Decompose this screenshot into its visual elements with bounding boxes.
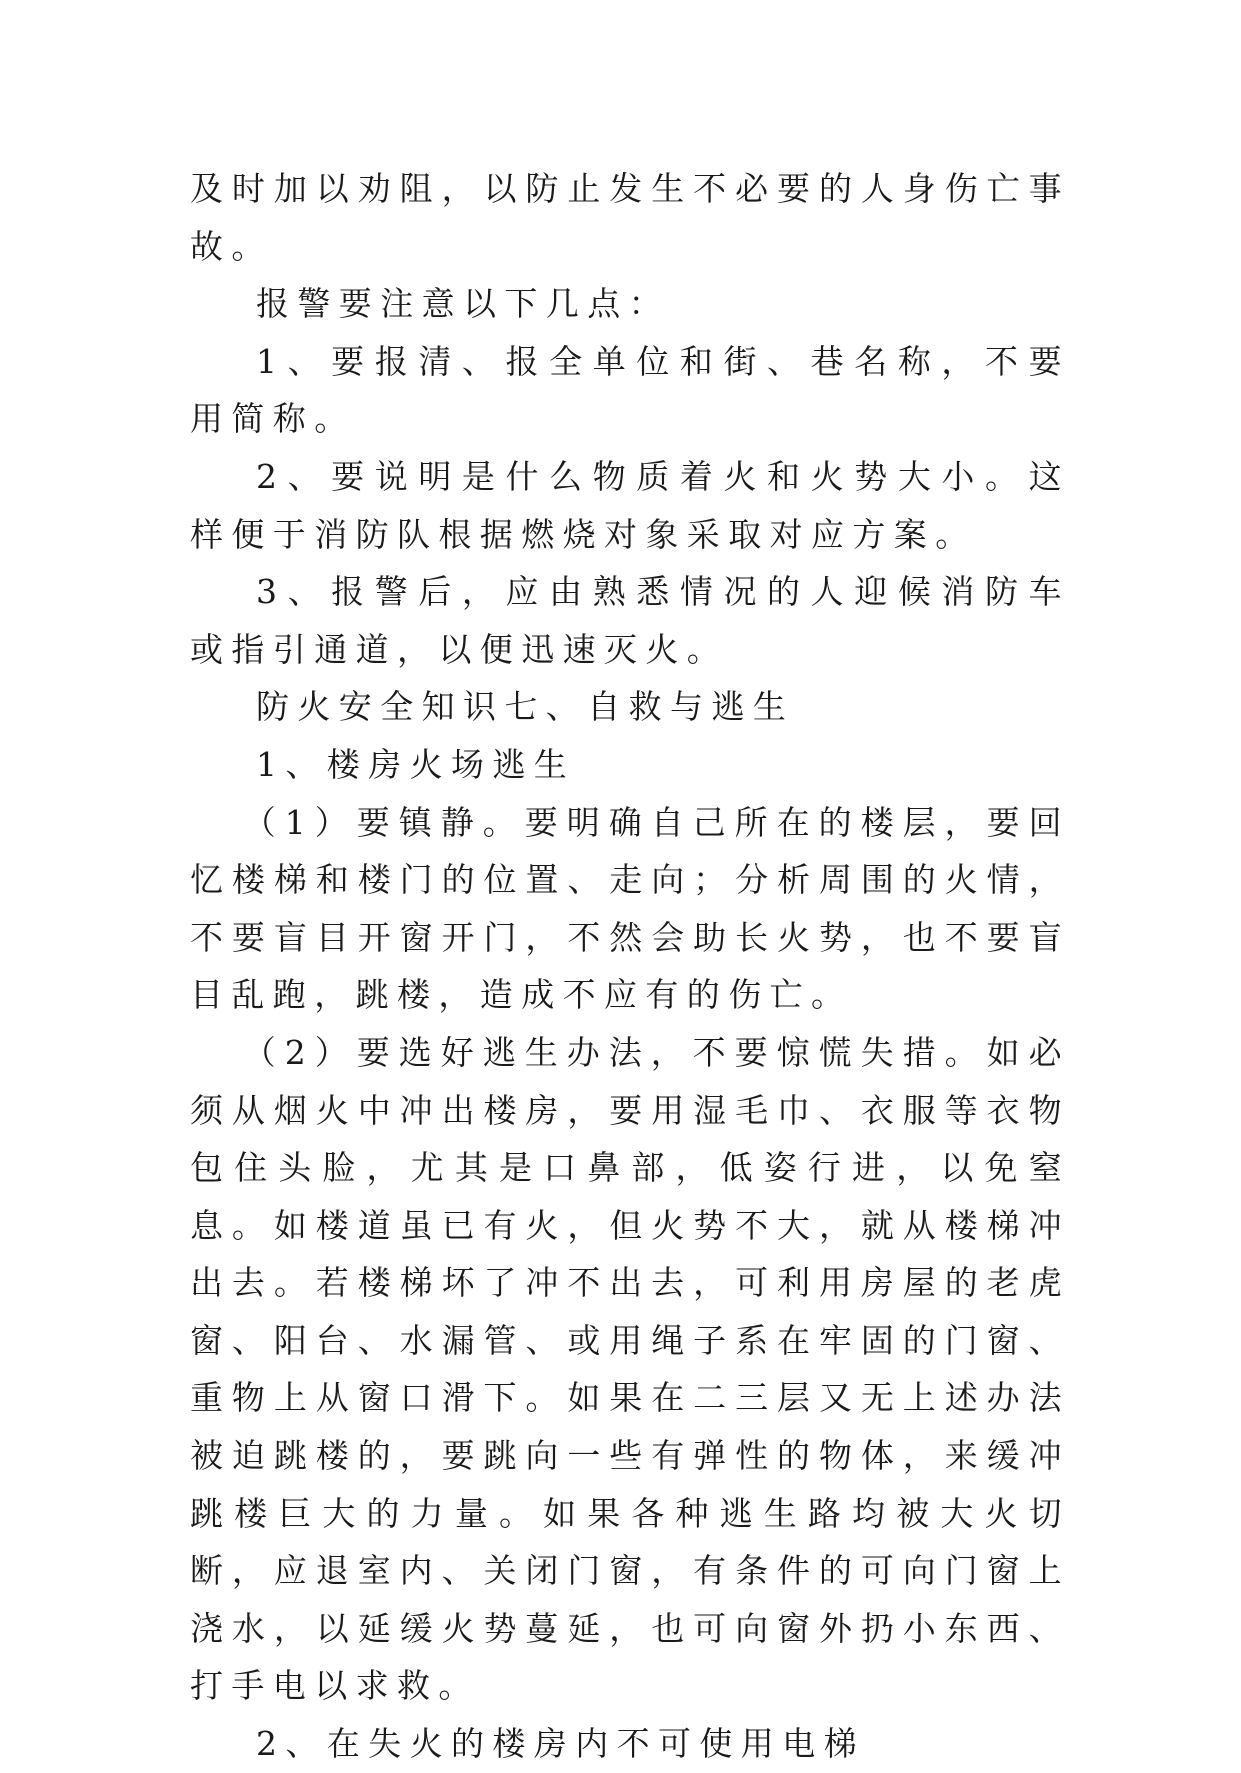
paragraph-continuation: 及时加以劝阻，以防止发生不必要的人身伤亡事故。 — [190, 169, 1070, 266]
section-heading-self-rescue: 防火安全知识七、自救与逃生 — [256, 687, 795, 727]
paragraph-alarm-point-3: 3、报警后，应由熟悉情况的人迎候消防车或指引通道，以便迅速灭火。 — [190, 572, 1070, 669]
paragraph-escape-method: （2）要选好逃生办法，不要惊慌失措。如必须从烟火中冲出楼房，要用湿毛巾、衣服等衣物包住头脸，尤其是口鼻部，低姿行进，以免窒息。如楼道虽已有火，但火势不大，就从楼梯冲出去。若楼梯坏了冲不出去，可利用房屋的老虎窗、阳台、水漏管、或用绳子系在牢固的门窗、重物上从窗口滑下。如果在二三层又无上述办法被迫跳楼的，要跳向一些有弹性的物体，来缓冲跳楼巨大的力量。如果各种逃生路均被大火切断，应退室内、关闭门窗，有条件的可向门窗上浇水，以延缓火势蔓延，也可向窗外扔小东西、打手电以求救。 — [190, 1032, 1070, 1706]
paragraph-alarm-heading: 报警要注意以下几点： — [256, 284, 670, 324]
document-body — [190, 160, 1070, 1773]
paragraph-alarm-point-1: 1、要报清、报全单位和街、巷名称，不要用简称。 — [190, 341, 1070, 439]
subheading-building-escape: 1、楼房火场逃生 — [256, 744, 576, 784]
paragraph-alarm-point-2: 2、要说明是什么物质着火和火势大小。这样便于消防队根据燃烧对象采取对应方案。 — [190, 456, 1070, 554]
paragraph-stay-calm: （1）要镇静。要明确自己所在的楼层，要回忆楼梯和楼门的位置、走向；分析周围的火情，不要盲目开窗开门，不然会助长火势，也不要盲目乱跑，跳楼，造成不应有的伤亡。 — [190, 802, 1070, 1015]
subheading-no-elevator: 2、在失火的楼房内不可使用电梯 — [256, 1724, 865, 1764]
